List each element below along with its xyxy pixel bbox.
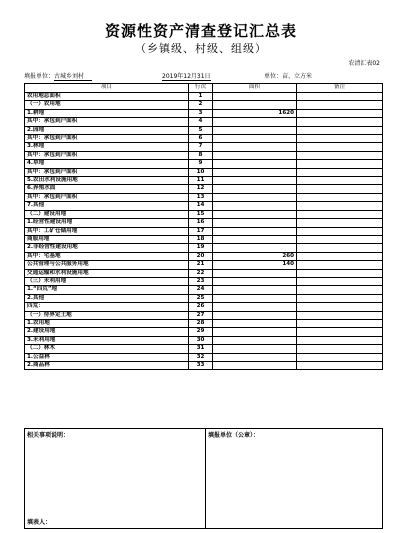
row-line: 6 — [189, 135, 213, 143]
row-note — [297, 261, 383, 269]
table-row — [25, 185, 383, 193]
row-line: 5 — [189, 126, 213, 134]
row-note — [297, 345, 383, 353]
row-area — [213, 135, 297, 143]
row-line: 2 — [189, 101, 213, 109]
unit-field — [24, 71, 92, 81]
row-area — [213, 286, 297, 294]
table-row — [25, 101, 383, 109]
row-line: 31 — [189, 345, 213, 353]
row-note — [297, 303, 383, 311]
row-note — [297, 109, 383, 117]
row-line: 14 — [189, 202, 213, 210]
row-area — [213, 151, 297, 159]
row-item: 1.耕地 — [25, 109, 189, 117]
row-note — [297, 210, 383, 218]
row-note — [297, 143, 383, 151]
row-area — [213, 336, 297, 344]
row-line: 9 — [189, 160, 213, 168]
table-row — [25, 319, 383, 327]
form-title: 资源性资产清查登记汇总表 — [104, 22, 297, 40]
row-note — [297, 353, 383, 361]
row-item: 商服用地 — [25, 235, 189, 243]
row-item: 2.建设用地 — [25, 328, 189, 336]
row-area — [213, 202, 297, 210]
row-item: 其中：宅基地 — [25, 252, 189, 260]
seal-label: 填报单位（公章）： — [208, 432, 260, 439]
row-note — [297, 328, 383, 336]
row-line: 17 — [189, 227, 213, 235]
row-area — [213, 277, 297, 285]
row-note — [297, 126, 383, 134]
row-note — [297, 101, 383, 109]
table-row — [25, 143, 383, 151]
row-note — [297, 311, 383, 319]
row-note — [297, 244, 383, 252]
row-item: 其中：承包到户面积 — [25, 193, 189, 201]
row-line: 11 — [189, 177, 213, 185]
row-area — [213, 303, 297, 311]
row-area — [213, 160, 297, 168]
header-note: 备注 — [297, 84, 383, 93]
row-area — [213, 93, 297, 101]
row-line: 1 — [189, 93, 213, 101]
row-note — [297, 219, 383, 227]
table-row — [25, 362, 383, 370]
row-area: 1620 — [213, 109, 297, 117]
table-row — [25, 294, 383, 302]
row-note — [297, 193, 383, 201]
table-row — [25, 168, 383, 176]
row-line: 4 — [189, 118, 213, 126]
row-item: 1.经营性建设用地 — [25, 219, 189, 227]
row-area: 140 — [213, 261, 297, 269]
row-item: 2.非经营性建设用地 — [25, 244, 189, 252]
row-area — [213, 345, 297, 353]
table-row — [25, 353, 383, 361]
seal-cell — [206, 429, 383, 529]
row-note — [297, 151, 383, 159]
row-area — [213, 328, 297, 336]
row-line: 21 — [189, 261, 213, 269]
row-note — [297, 252, 383, 260]
table-row — [25, 160, 383, 168]
row-area — [213, 319, 297, 327]
row-item: （二）林木 — [25, 345, 189, 353]
row-line: 7 — [189, 143, 213, 151]
report-date: 2019年12月31日 — [162, 73, 211, 80]
row-area — [213, 294, 297, 302]
table-row — [25, 336, 383, 344]
row-item: （三）未利用地 — [25, 277, 189, 285]
row-item: 其中：承包到户面积 — [25, 135, 189, 143]
row-note — [297, 319, 383, 327]
row-line: 15 — [189, 210, 213, 218]
remarks-cell — [25, 429, 206, 529]
table-row — [25, 261, 383, 269]
row-item: 6.养殖水面 — [25, 185, 189, 193]
row-line: 29 — [189, 328, 213, 336]
row-item: 4.草地 — [25, 160, 189, 168]
row-note — [297, 177, 383, 185]
header-item: 项目 — [25, 84, 189, 93]
row-line: 13 — [189, 193, 213, 201]
row-item: 公共管理与公共服务用地 — [25, 261, 189, 269]
row-area — [213, 168, 297, 176]
remarks-label: 相关事项说明： — [27, 432, 70, 439]
table-row — [25, 135, 383, 143]
row-line: 12 — [189, 185, 213, 193]
table-row — [25, 311, 383, 319]
row-line: 10 — [189, 168, 213, 176]
row-area — [213, 227, 297, 235]
row-area — [213, 210, 297, 218]
row-line: 33 — [189, 362, 213, 370]
row-area — [213, 244, 297, 252]
row-item: 其中：承包到户面积 — [25, 151, 189, 159]
row-note — [297, 185, 383, 193]
row-item: 2.园地 — [25, 126, 189, 134]
table-body — [25, 93, 383, 370]
form-meta — [24, 71, 382, 80]
row-area — [213, 362, 297, 370]
row-item: （一）待界定土地 — [25, 311, 189, 319]
row-area — [213, 185, 297, 193]
table-row — [25, 151, 383, 159]
row-note — [297, 160, 383, 168]
row-note — [297, 235, 383, 243]
row-line: 16 — [189, 219, 213, 227]
row-line: 23 — [189, 277, 213, 285]
row-line: 22 — [189, 269, 213, 277]
row-line: 3 — [189, 109, 213, 117]
form-subtitle: （乡镇级、村级、组级） — [135, 42, 267, 55]
row-note — [297, 286, 383, 294]
table-row — [25, 177, 383, 185]
row-line: 26 — [189, 303, 213, 311]
table-row — [25, 328, 383, 336]
row-item: 1.公益林 — [25, 353, 189, 361]
row-item: （一）农用地 — [25, 101, 189, 109]
table-row — [25, 93, 383, 101]
row-line: 24 — [189, 286, 213, 294]
table-row — [25, 345, 383, 353]
row-item: 3.未利用地 — [25, 336, 189, 344]
table-row — [25, 269, 383, 277]
table-row — [25, 252, 383, 260]
table-row — [25, 286, 383, 294]
row-note — [297, 227, 383, 235]
row-note — [297, 93, 383, 101]
row-area — [213, 269, 297, 277]
table-row — [25, 227, 383, 235]
row-note — [297, 168, 383, 176]
table-row — [25, 118, 383, 126]
row-item: 农用地总面积 — [25, 93, 189, 101]
table-header-row — [25, 84, 383, 93]
row-line: 8 — [189, 151, 213, 159]
row-item: 1.“四荒”地 — [25, 286, 189, 294]
row-area: 260 — [213, 252, 297, 260]
row-item: 交通运输和水利设施用地 — [25, 269, 189, 277]
measure-unit: 单位：亩、立方米 — [264, 73, 313, 80]
table-row — [25, 303, 383, 311]
summary-table — [24, 83, 383, 370]
row-item: 3.林地 — [25, 143, 189, 151]
table-row — [25, 126, 383, 134]
row-item: （二）建设用地 — [25, 210, 189, 218]
row-item: 5.农田水利设施用地 — [25, 177, 189, 185]
form-number: 农清汇表02 — [348, 60, 380, 67]
unit-value: 古城乡刘村 — [54, 71, 92, 81]
table-row — [25, 219, 383, 227]
filler-label: 填表人： — [27, 519, 52, 526]
row-item: 2.其他 — [25, 294, 189, 302]
row-area — [213, 193, 297, 201]
row-line: 32 — [189, 353, 213, 361]
table-row — [25, 244, 383, 252]
row-line: 30 — [189, 336, 213, 344]
row-area — [213, 126, 297, 134]
table-row — [25, 277, 383, 285]
table-row — [25, 202, 383, 210]
row-item: 7.其他 — [25, 202, 189, 210]
table-row — [25, 109, 383, 117]
row-line: 19 — [189, 244, 213, 252]
table-row — [25, 210, 383, 218]
row-note — [297, 118, 383, 126]
row-area — [213, 177, 297, 185]
row-item: 其中：工矿仓储用地 — [25, 227, 189, 235]
row-note — [297, 135, 383, 143]
table-row — [25, 235, 383, 243]
row-area — [213, 311, 297, 319]
row-area — [213, 235, 297, 243]
header-area: 面积 — [213, 84, 297, 93]
row-note — [297, 362, 383, 370]
row-note — [297, 202, 383, 210]
row-note — [297, 269, 383, 277]
row-area — [213, 353, 297, 361]
row-area — [213, 219, 297, 227]
unit-label: 填报单位： — [24, 73, 55, 80]
row-area — [213, 101, 297, 109]
row-item: 四荒： — [25, 303, 189, 311]
row-item: 其中：承包到户面积 — [25, 118, 189, 126]
footer-table — [24, 428, 383, 529]
row-line: 28 — [189, 319, 213, 327]
row-area — [213, 143, 297, 151]
row-item: 其中：承包到户面积 — [25, 168, 189, 176]
row-note — [297, 277, 383, 285]
row-line: 27 — [189, 311, 213, 319]
row-line: 25 — [189, 294, 213, 302]
row-note — [297, 294, 383, 302]
row-line: 20 — [189, 252, 213, 260]
row-item: 2.商品林 — [25, 362, 189, 370]
row-item: 1.农用地 — [25, 319, 189, 327]
row-area — [213, 118, 297, 126]
row-note — [297, 336, 383, 344]
row-line: 18 — [189, 235, 213, 243]
header-line: 行次 — [189, 84, 213, 93]
table-row — [25, 193, 383, 201]
